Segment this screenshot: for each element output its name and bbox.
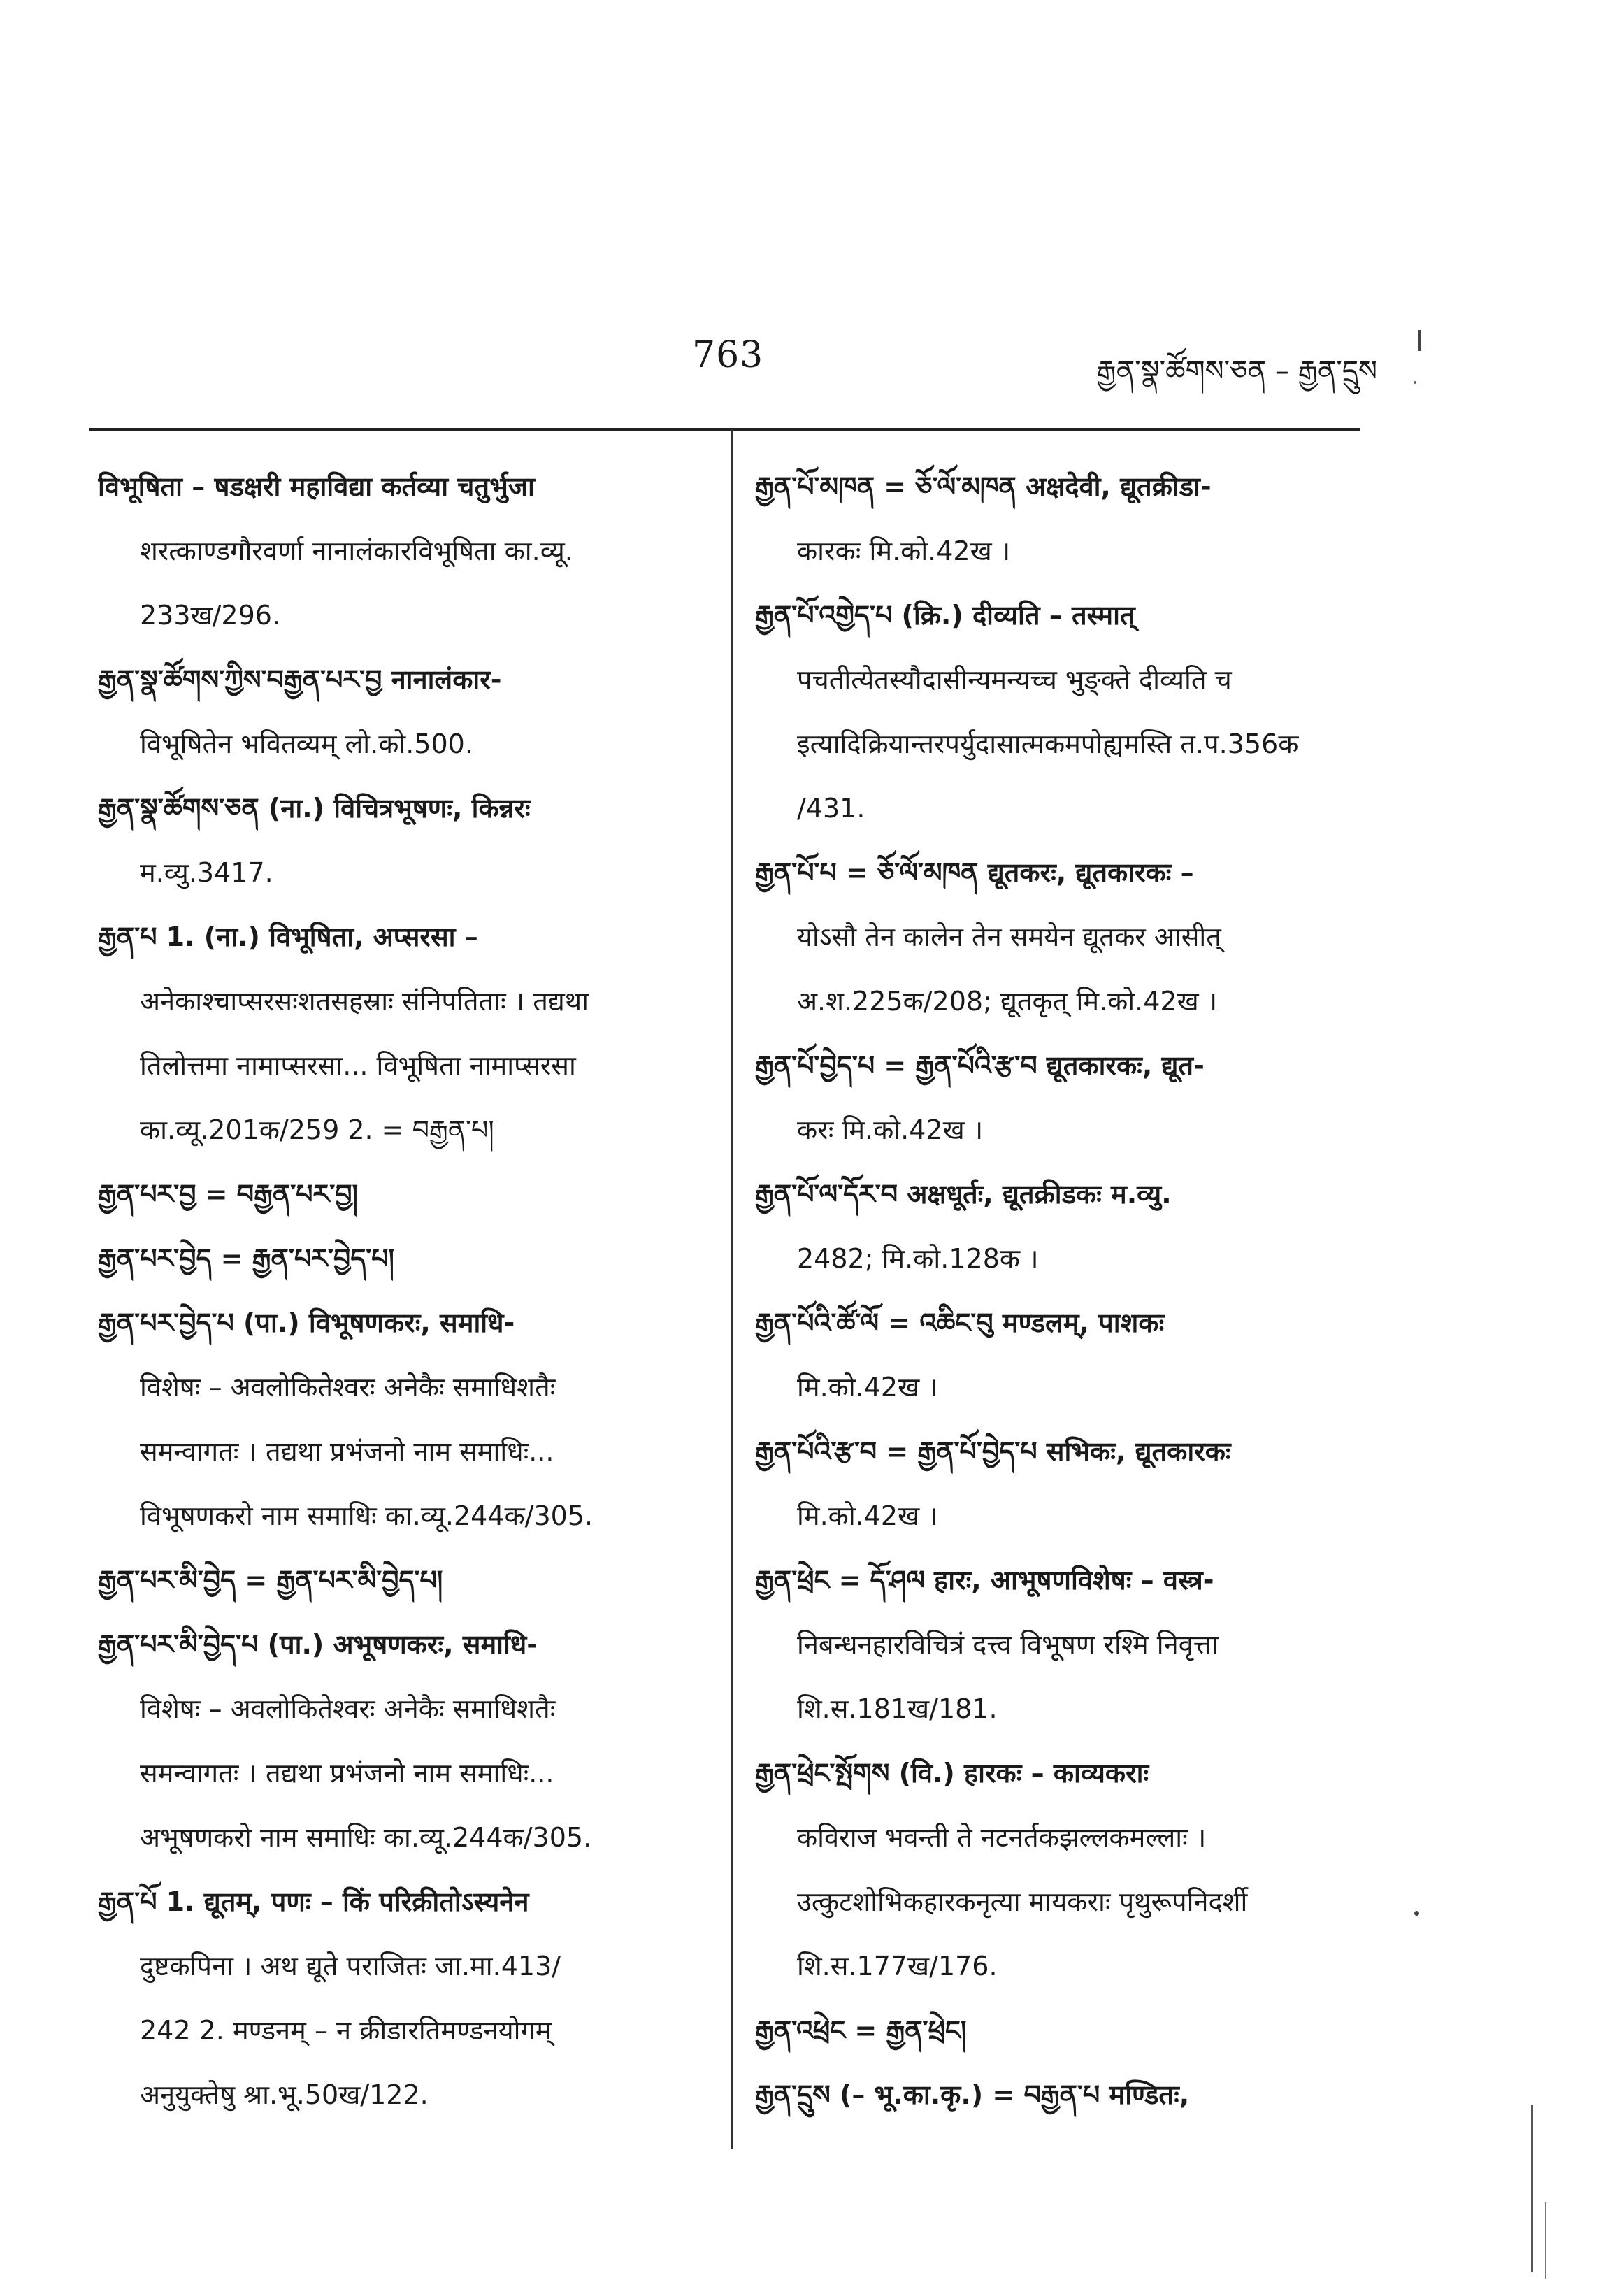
dictionary-entry — [755, 1291, 1363, 1419]
dictionary-entry — [755, 840, 1363, 1033]
entry-continuation: अनुयुक्तेषु श्रा.भू.50ख/122. — [140, 2079, 429, 2110]
entry-continuation: इत्यादिक्रियान्तरपर्युदासात्मकमपोह्यमस्ति त.प.356क — [797, 729, 1299, 759]
column-divider — [731, 429, 733, 2149]
running-head: རྒྱན་སྣ་ཚོགས་ཅན – རྒྱན་དྲུས — [1096, 355, 1377, 387]
entry-headline: རྒྱན་པར་བྱེད་པ (पा.) विभूषणकरः, समाधि- — [98, 1307, 515, 1338]
dictionary-entry — [755, 1998, 1363, 2063]
dictionary-entry — [98, 1548, 706, 1612]
dictionary-entry — [98, 1612, 706, 1870]
dictionary-entry — [98, 1226, 706, 1291]
entry-headline: विभूषिता – षडक्षरी महाविद्या कर्तव्या चतुर्भुजा — [98, 471, 535, 502]
entry-continuation: समन्वागतः । तद्यथा प्रभंजनो नाम समाधिः... — [140, 1758, 554, 1788]
entry-continuation: विशेषः – अवलोकितेश्वरः अनेकैः समाधिशतैः — [140, 1372, 556, 1403]
page-number: 763 — [692, 334, 764, 376]
scan-speck — [1414, 381, 1416, 384]
entry-headline: རྒྱན་པོ་ལ་དོར་བ अक्षधूर्तः, द्यूतक्रीडकः म.व्यु. — [755, 1179, 1172, 1210]
entry-continuation: योऽसौ तेन कालेन तेन समयेन द्यूतकर आसीत् — [797, 922, 1221, 952]
entry-headline: རྒྱན་ཕྲེང = དོ་ཤལ हारः, आभूषणविशेषः – वस्त्र- — [755, 1565, 1214, 1596]
entry-continuation: शि.स.177ख/176. — [797, 1951, 998, 1981]
scan-edge-line — [1545, 2202, 1546, 2279]
scan-speck — [1414, 1911, 1419, 1916]
entry-headline: རྒྱན་པོའི་རྩ་བ = རྒྱན་པོ་བྱེད་པ सभिकः, द्यूतकारकः — [755, 1436, 1231, 1467]
entry-continuation: 242 2. मण्डनम् – न क्रीडारतिमण्डनयोगम् — [140, 2015, 552, 2046]
entry-continuation: अभूषणकरो नाम समाधिः का.व्यू.244क/305. — [140, 1822, 592, 1853]
entry-headline: རྒྱན་པར་མི་བྱེད་པ (पा.) अभूषणकरः, समाधि- — [98, 1629, 538, 1660]
entry-continuation: दुष्टकपिना । अथ द्यूते पराजितः जा.मा.413/ — [140, 1951, 561, 1981]
entry-headline: རྒྱན་པར་བྱ = བརྒྱན་པར་བྱ། — [98, 1179, 358, 1210]
entry-continuation: विभूषणकरो नाम समाधिः का.व्यू.244क/305. — [140, 1500, 594, 1531]
entry-continuation: 2482; मि.को.128क । — [797, 1243, 1039, 1274]
entry-continuation: अ.श.225क/208; द्यूतकृत् मि.को.42ख । — [797, 986, 1218, 1017]
top-rule — [89, 428, 1360, 431]
entry-headline: རྒྱན་ཕྲེང་སྤོགས (वि.) हारकः – काव्यकराः — [755, 1758, 1149, 1788]
entry-continuation: विशेषः – अवलोकितेश्वरः अनेकैः समाधिशतैः — [140, 1693, 556, 1724]
entry-continuation: मि.को.42ख । — [797, 1372, 938, 1403]
entry-headline: རྒྱན་པོ 1. द्यूतम्, पणः – किं परिक्रीतोऽस्यनेन — [98, 1886, 529, 1917]
entry-headline: རྒྱན་དྲུས (– भू.का.कृ.) = བརྒྱན་པ मण्डितः, — [755, 2079, 1190, 2110]
entry-continuation: कविराज भवन्ती ते नटनर्तकझल्लकमल्लाः । — [797, 1822, 1207, 1853]
dictionary-entry — [755, 1741, 1363, 1998]
entry-continuation: करः मि.को.42ख । — [797, 1114, 984, 1145]
entry-continuation: अनेकाश्चाप्सरसःशतसहस्राः संनिपतिताः । तद्यथा — [140, 986, 589, 1017]
entry-continuation: शि.स.181ख/181. — [797, 1693, 998, 1724]
entry-continuation: म.व्यु.3417. — [140, 857, 273, 888]
dictionary-entry — [755, 1033, 1363, 1162]
entry-continuation: तिलोत्तमा नामाप्सरसा... विभूषिता नामाप्सरसा — [140, 1050, 576, 1081]
entry-continuation: पचतीत्येतस्यौदासीन्यमन्यच्च भुङ्क्ते दीव्यति च — [797, 664, 1232, 695]
dictionary-entry — [755, 454, 1363, 583]
entry-continuation: शरत्काण्डगौरवर्णा नानालंकारविभूषिता का.व्यू. — [140, 536, 573, 566]
dictionary-entry — [98, 776, 706, 905]
right-column — [755, 454, 1363, 2127]
entry-headline: རྒྱན་པོ་འགྱེད་པ (क्रि.) दीव्यति – तस्मात् — [755, 600, 1135, 631]
dictionary-entry — [755, 1548, 1363, 1741]
entry-continuation: कारकः मि.को.42ख । — [797, 536, 1011, 566]
dictionary-entry — [98, 1291, 706, 1548]
entry-headline: རྒྱན་སྣ་ཚོགས་ཅན (ना.) विचित्रभूषणः, किन्नरः — [98, 793, 531, 824]
entry-continuation: विभूषितेन भवितव्यम् लो.को.500. — [140, 729, 473, 759]
left-column — [98, 454, 706, 2127]
dictionary-entry — [755, 2063, 1363, 2127]
entry-continuation: 233ख/296. — [140, 600, 281, 631]
entry-headline: རྒྱན་སྣ་ཚོགས་ཀྱིས་བརྒྱན་པར་བྱ नानालंकार- — [98, 664, 502, 695]
entry-headline: རྒྱན་འཕྲེང = རྒྱན་ཕྲེང། — [755, 2015, 967, 2046]
dictionary-entry — [98, 454, 706, 647]
entry-headline: རྒྱན་པོ་པ = ཅོ་ལོ་མཁན द्यूतकरः, द्यूतकारकः – — [755, 857, 1194, 888]
dictionary-entry — [98, 905, 706, 1162]
dictionary-entry — [755, 1162, 1363, 1291]
dictionary-entry — [98, 1870, 706, 2127]
entry-continuation: /431. — [797, 793, 865, 824]
entry-headline: རྒྱན་པོའི་ཚོ་ལོ = འཆིང་བུ मण्डलम्, पाशकः — [755, 1307, 1165, 1338]
dictionary-entry — [98, 647, 706, 776]
entry-headline: རྒྱན་པར་བྱེད = རྒྱན་པར་བྱེད་པ། — [98, 1243, 394, 1274]
dictionary-entry — [755, 1419, 1363, 1548]
entry-continuation: का.व्यू.201क/259 2. = བརྒྱན་པ། — [140, 1114, 494, 1145]
entry-headline: རྒྱན་པ 1. (ना.) विभूषिता, अप्सरसा – — [98, 922, 478, 952]
entry-continuation: समन्वागतः । तद्यथा प्रभंजनो नाम समाधिः... — [140, 1436, 554, 1467]
entry-continuation: उत्कुटशोभिकहारकनृत्या मायकराः पृथुरूपनिदर्शी — [797, 1886, 1248, 1917]
entry-headline: རྒྱན་པོ་བྱེད་པ = རྒྱན་པོའི་རྩ་བ द्यूतकारकः, द्यूत- — [755, 1050, 1205, 1081]
scan-speck — [1418, 330, 1421, 351]
scan-edge-line — [1531, 2105, 1533, 2272]
entry-headline: རྒྱན་པོ་མཁན = ཅོ་ལོ་མཁན अक्षदेवी, द्यूतक्रीडा- — [755, 471, 1212, 502]
dictionary-entry — [755, 583, 1363, 840]
entry-continuation: मि.को.42ख । — [797, 1500, 938, 1531]
entry-headline: རྒྱན་པར་མི་བྱེད = རྒྱན་པར་མི་བྱེད་པ། — [98, 1565, 443, 1596]
entry-continuation: निबन्धनहारविचित्रं दत्त्व विभूषण रश्मि निवृत्ता — [797, 1629, 1219, 1660]
dictionary-entry — [98, 1162, 706, 1226]
